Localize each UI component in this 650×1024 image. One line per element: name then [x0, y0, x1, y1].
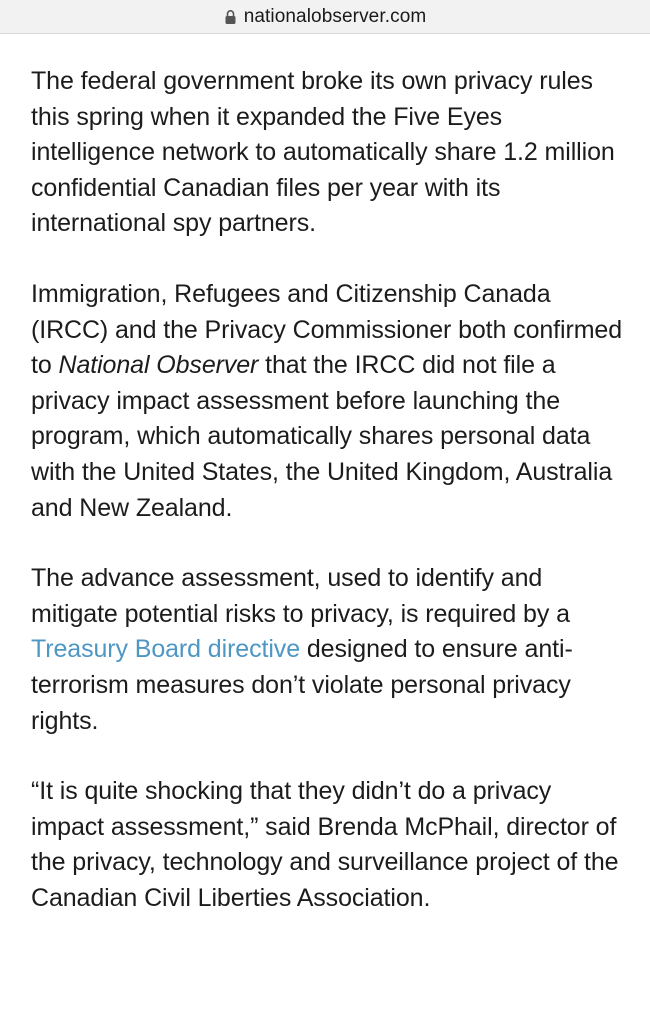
- publication-name: National Observer: [58, 351, 259, 380]
- paragraph-4: “It is quite shocking that they didn’t do a privacy impact assessment,” said Brenda McPhail, director of the privacy, technology and surveillance project of the Canadian Civil Liberties Association.: [31, 777, 619, 912]
- url-display[interactable]: [224, 6, 427, 28]
- paragraph-2-text-start: Immigration, Refugees and Citizenship Canada (IRCC) and the Privacy Commissioner both confirmed to: [31, 279, 623, 380]
- lock-icon: [224, 9, 237, 25]
- paragraph-2-text-end: that the IRCC did not file a privacy impact assessment before launching the program, which automatically shares personal data with the United States, the United Kingdom, Australia and New Zealand.: [31, 351, 613, 522]
- paragraph-2: [31, 277, 631, 526]
- paragraph-3-text-end: designed to ensure anti-terrorism measures don’t violate personal privacy rights.: [31, 635, 573, 735]
- paragraph-1: The federal government broke its own privacy rules this spring when it expanded the Five Eyes intelligence network to automatically share 1.2 million confidential Canadian files per year with its international spy partners.: [31, 67, 615, 238]
- url-text: nationalobserver.com: [243, 5, 427, 27]
- browser-url-bar[interactable]: [0, 0, 650, 34]
- paragraph-3-text-start: The advance assessment, used to identify and mitigate potential risks to privacy, is required by a: [31, 564, 570, 628]
- treasury-board-directive-link[interactable]: Treasury Board directive: [31, 635, 300, 664]
- paragraph-3: [31, 561, 631, 739]
- article-body: [31, 64, 631, 951]
